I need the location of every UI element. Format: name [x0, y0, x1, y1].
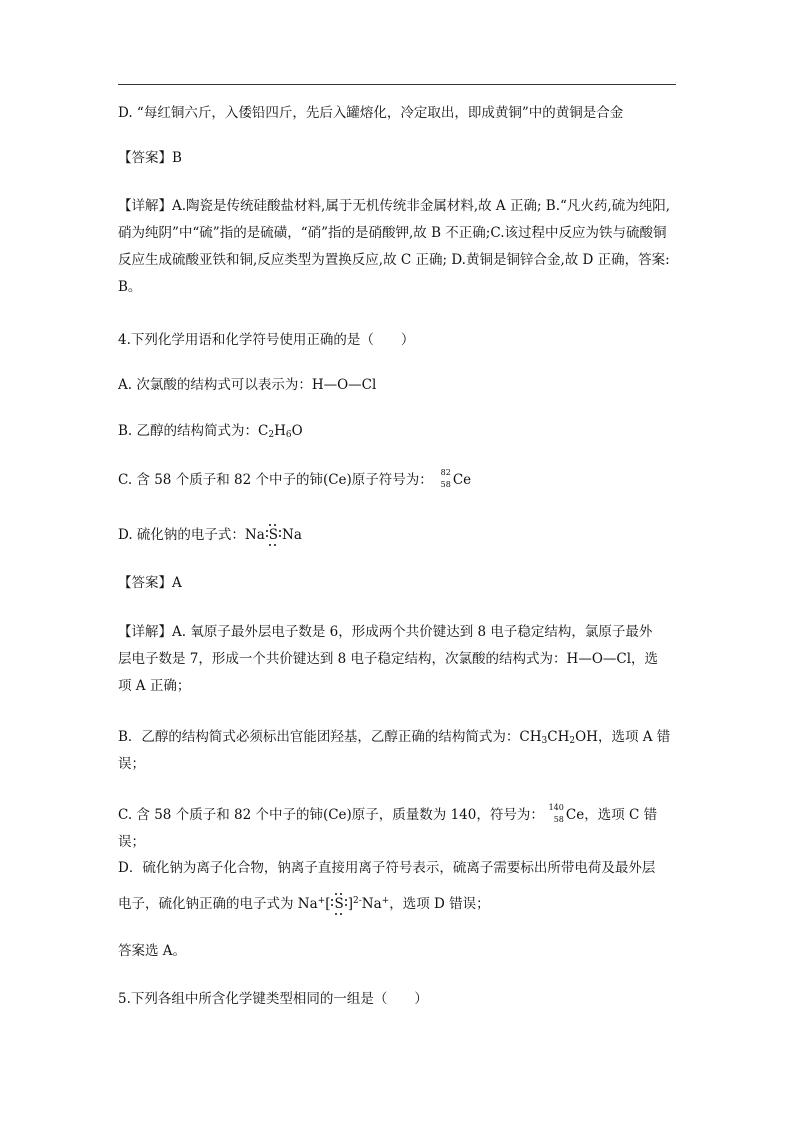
- explanation-3-line-1: 【详解】A.陶瓷是传统硅酸盐材料,属于无机传统非金属材料,故 A 正确; B.“凡火药,硫为纯阳,: [118, 198, 670, 214]
- electron-dots-top: [269, 524, 271, 526]
- explanation-4-line-5: 误；: [118, 756, 145, 772]
- formula-part: CH: [547, 729, 570, 745]
- option-4d-text: D. 硫化钠的电子式：Na: [118, 527, 265, 543]
- bracket-left: [: [325, 896, 331, 912]
- sulfur-symbol: S: [268, 527, 279, 543]
- explanation-4-line-6: [118, 802, 683, 856]
- option-4b: [118, 418, 683, 449]
- electron-dots-bottom: [335, 913, 337, 915]
- formula-part: O: [291, 423, 303, 439]
- superscript: 2-: [353, 896, 362, 906]
- option-3d: D. “每红铜六斤，入倭铅四斤，先后入罐熔化，冷定取出，即成黄铜”中的黄铜是合金: [118, 105, 624, 121]
- text: ，选项 D 错误；: [389, 896, 490, 912]
- sodium-symbol: Na: [361, 896, 382, 912]
- atomic-number: 58: [440, 480, 451, 489]
- explanation-4-line-2: 层电子数是 7，形成一个共价键达到 8 电子稳定结构，次氯酸的结构式为：H—O—Cl，选: [118, 651, 659, 667]
- explanation-4-line-8: [118, 888, 683, 918]
- explanation-4-line-1: 【详解】A. 氧原子最外层电子数是 6，形成两个共价键达到 8 电子稳定结构，氯原子最外: [118, 624, 653, 640]
- nuclide-notation: [433, 470, 453, 490]
- text: 电子，硫化钠正确的电子式为 Na: [118, 896, 318, 912]
- answer-3: 【答案】B: [118, 150, 182, 166]
- option-4a: A. 次氯酸的结构式可以表示为：H—O—Cl: [118, 377, 377, 393]
- nuclide-notation: [544, 805, 566, 825]
- electron-dots-top: [335, 893, 337, 895]
- option-4c-text: C. 含 58 个质子和 82 个中子的铈(Ce)原子符号为：: [118, 472, 433, 488]
- explanation-4-line-3: 项 A 正确；: [118, 678, 191, 694]
- answer-choice: 答案选 A。: [118, 943, 187, 959]
- explanation-3-line-3: 反应生成硫酸亚铁和铜,反应类型为置换反应,故 C 正确; D.黄铜是铜锌合金,故 D 正确，答案:: [118, 252, 670, 268]
- subscript: 2: [268, 430, 275, 440]
- option-4c: [118, 467, 683, 494]
- option-4d: [118, 522, 683, 549]
- subscript: 6: [285, 430, 292, 440]
- bracket-right: ]: [347, 896, 354, 912]
- mass-number: 140: [548, 803, 564, 812]
- superscript: +: [381, 896, 390, 906]
- answer-4: 【答案】A: [118, 575, 182, 591]
- explanation-4-line-7: D．硫化钠为离子化合物，钠离子直接用离子符号表示，硫离子需要标出所带电荷及最外层: [118, 860, 656, 876]
- text: C. 含 58 个质子和 82 个中子的铈(Ce)原子，质量数为 140，符号为：: [118, 807, 544, 823]
- element-symbol: Ce: [565, 807, 585, 823]
- question-4: 4.下列化学用语和化学符号使用正确的是（ ）: [118, 332, 415, 348]
- option-4b-text: B. 乙醇的结构简式为：C: [118, 423, 269, 439]
- electron-dot-sulfur-ion: [330, 891, 347, 918]
- question-5: 5.下列各组中所含化学键类型相同的一组是（ ）: [118, 991, 428, 1007]
- subscript: 3: [541, 736, 548, 746]
- electron-dot-sulfur: [265, 522, 282, 549]
- text: OH，选项 A 错: [575, 729, 671, 745]
- explanation-3-line-2: 硝为纯阴”中“硫”指的是硫磺，“硝”指的是硝酸钾,故 B 不正确;C.该过程中反应为铁与硫酸铜: [118, 225, 667, 241]
- header-rule: [118, 84, 676, 85]
- atomic-number: 58: [553, 815, 564, 824]
- sodium-symbol: Na: [282, 527, 302, 543]
- formula-part: H: [274, 423, 286, 439]
- subscript: 2: [569, 736, 576, 746]
- text: ，选项 C 错误；: [118, 807, 658, 850]
- electron-dots-bottom: [269, 544, 271, 546]
- sulfur-symbol: S: [334, 896, 344, 912]
- element-symbol: Ce: [452, 472, 472, 488]
- mass-number: 82: [440, 468, 451, 477]
- superscript: +: [317, 896, 326, 906]
- explanation-3-line-4: B。: [118, 279, 142, 295]
- text: B．乙醇的结构简式必须标出官能团羟基，乙醇正确的结构简式为：CH: [118, 729, 542, 745]
